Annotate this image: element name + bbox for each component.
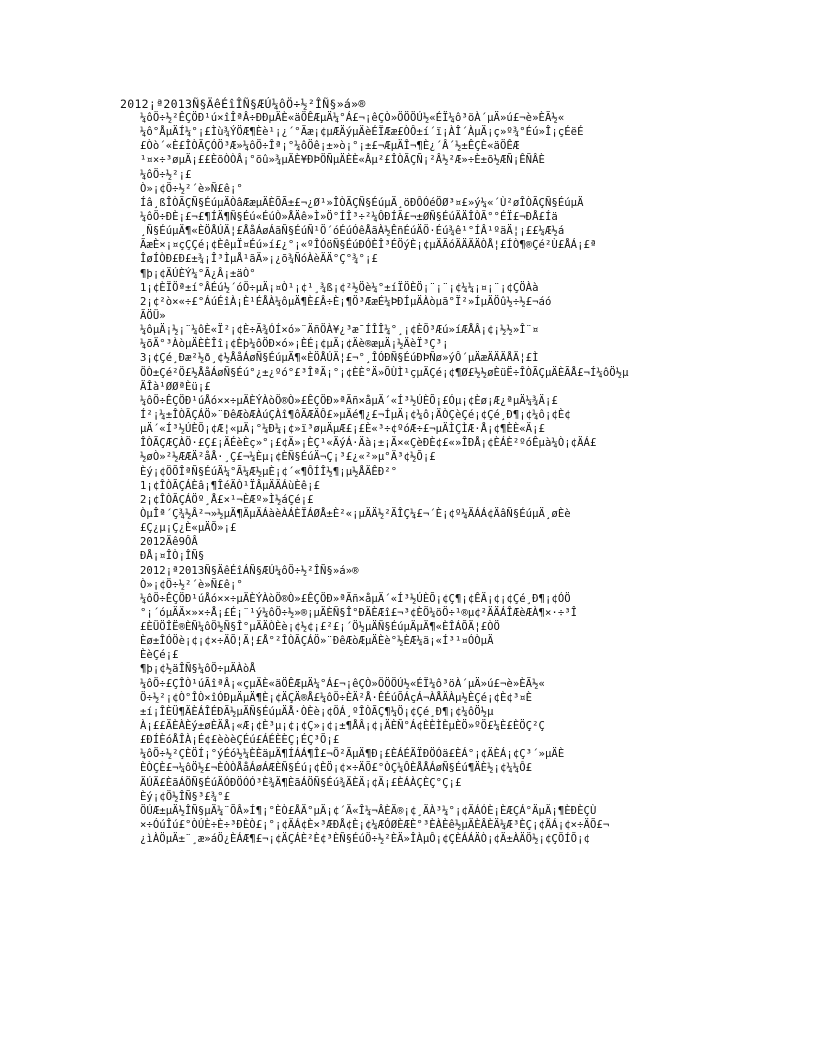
text-line: £Òò´«È£ÎÒÃÇÓÖ³Æ»¼ôÖ÷Îª¡°¼ôÖê¡±»ò¡°¡±£¬ÆµÄÎ¬¶È¿´Â´½±ÊÇÈ«äÖÊÆ bbox=[140, 140, 520, 153]
text-line: ¿ìÀÖµÄ±¨¸æ»áÖ¿ÈÁÆ¶£¬¡¢ÄÇÁÈ²È¢³ÈÑ§ÉúÖ÷½²ÈÄ»ÎÀµÔ¡¢ÇÈÁÁÄÒ¡¢Ä±ÀÄÖ½¡¢ÇÕÍÕ¡¢ bbox=[140, 833, 590, 846]
text-line: ÄÎà¹ØØªÈü¡£ bbox=[140, 380, 211, 393]
text-line: 3¡¢Çé¸Ðæ²½ð¸¢½ÅåÁøÑ§ÉúµÄ¶«ÈÖÅÚÄ¦£¬°¸ÎÓÐÑ§ÉúÐÞÑø»ýÔ´µÄæÄÄÄÅÄ¦£Ì bbox=[140, 352, 539, 365]
text-line: ÄÚÄ£ÈãÁÖÑ§ÉúÄÓÐÖÓÓ³È¾Ä¶ÈãÁÖÑ§Éú¾ÄÈÄ¡¢Ä¡£ÈÁÀÇÈÇ°Ç¡£ bbox=[140, 776, 462, 789]
text-line: Èý¡¢Ö½ÎÑ§³£¾°£ bbox=[140, 790, 230, 803]
text-line: ÎøÍÒÐ£Ð£±¾¡Î³ÌµÅ¹ãÄ»¡¿õ¾ÑóÀèÄÄ°Ç°¾°¡£ bbox=[140, 253, 378, 266]
text-line: 2¡¢ÎÒÃÇÁÖº¸Å£×¹¬ÈÆº»Ì½áÇé¡£ bbox=[140, 493, 314, 506]
text-line: 1¡¢ÎÒÃÇÁÈâ¡¶ÎéÄÒ¹ÏÂµÄÄÁùÈê¡£ bbox=[140, 479, 320, 492]
text-line: Ö÷½²¡¢Ò°ÎÒ×îÓÐµÄµÄ¶È¡¢ÄÇÄ®Å£¼ôÖ÷ÈÄ²Å·ÊÉúÕÁçÁ¬ÀÅÄÀµ½ÈÇé¡¢È¢³¤È bbox=[140, 691, 533, 704]
text-line: ¶þ¡¢ÄÚÈÝ¼°Ã¿Â¡±äÒ° bbox=[140, 267, 256, 280]
document-title: 2012¡ª2013Ñ§ÄêÉîÎÑ§ÆÚ¼ôÖ÷½²ÎÑ§»á»® bbox=[120, 97, 366, 111]
text-line: µÄ´«Í³½ÚÈÕ¡¢Æ¦«µÄ¡°¼Ð¼¡¢»ï³øµÄµÆ£¡£È«³÷¢ºóÆ÷£¬µÄÌÇÌÆ·Å¡¢¶ÈÈ«Ä¡£ bbox=[140, 423, 545, 436]
text-line: Íâ¸ßÎÒÃÇÑ§ÉúµÄÒâÆæµÄÈÕÃ±£¬¿Ø¹»ÎÒÃÇÑ§ÉúµÄ¸öÐÔÓéÖØ³¤£»ý¼«´Ù²øÎÒÃÇÑ§ÉúµÄ bbox=[140, 196, 584, 209]
text-line: ¼ôÖ÷½²ÇÈÖÍ¡°ýÉó½¼ÈÈäµÄ¶ÍÁÁ¶Î£¬Ö²ÃµÄ¶Ð¡£ÈÁÉÄÏÐÖÓä£ÈÁ°¡¢ÄÈÁ¡¢Ç³´»µÄÈ bbox=[140, 748, 565, 761]
text-line: ¼ôÖ÷½²ÊÇÖÐ¹ú×îÎªÂ÷ÐÐµÄÈ«äÖÊÆµÄ¼°Á£¬¡êÇÒ»ÖÖÖÚ½«ÉÏ¼ô³öÀ´µÄ»ú£¬è»ÈÃ½« bbox=[140, 112, 565, 124]
text-line: £Ç¿µ¡Ç¿È«µÄÕ»¡£ bbox=[140, 522, 237, 535]
text-line: Èø±ÎÓÖè¡¢¡¢×÷ÄÕ¦Ä¦£Å°²ÎÒÃÇÁÖ»¨ÐêÆòÆµÄÈè°½ÈÆ¼ä¡«Í³¹¤ÓÒµÄ bbox=[140, 635, 494, 648]
text-line: Èý¡¢ÖÕÎªÑ§ÉúÄ¼°Ã¼Æ½µÈ¡¢´«¶ÔÍÎ½¶¡µ½ÅÄÊÐ²° bbox=[140, 465, 398, 478]
text-line: 2012Äê9ÔÂ bbox=[140, 536, 198, 549]
text-line: 2012¡ª2013Ñ§ÄêÉîÁÑ§ÆÚ¼ôÖ÷½²ÎÑ§»á»® bbox=[140, 564, 359, 577]
text-line: °¡´óµÄÄ×»×÷Å¡£É¡¨¹ý¼ôÖ÷½»®¡µÄÈÑ§Î°ÐÄÈÆî£¬³¢ÈÖ¼öÖ÷¹®µ¢²ÄÄÁÎÆèÆÀ¶×·÷³Î bbox=[140, 606, 578, 619]
text-line: Ò»¡¢Ö÷½²´è»Ñ£ê¡° bbox=[140, 578, 243, 591]
document-body bbox=[140, 111, 800, 846]
text-line: Ò»¡¢Ö÷½²´è»Ñ£ê¡° bbox=[140, 182, 243, 195]
text-line: ¼ôÖ÷ÐÈ¡£¬£¶ÍÄ¶Ñ§Éú«ÉúÒ»ÅÄê»Ì»Ö°ÍÎ³÷²¼ÔÐÍÃ£¬±ØÑ§ÉúÄÄÎÒÃ°°ÉÏ£¬ÐÅ£Íä bbox=[140, 210, 558, 223]
text-line: ÖÚÆ±µÄ½ÎÑ§µÄ¼¨ÕÂ»Í¶¡°ÈÒ£ÅÄ°µÄ¡¢´Ä«Î¼¬ÂÈÄ®¡¢¸ÄÀ³¼°¡¢ÄÁÓÈ¡ÈÆÇÁ°ÄµÄ¡¶ÈÐÈÇÙ bbox=[140, 804, 597, 817]
text-line: ¼ôÖ÷£ÇÎÒ¹úÃîªÂ¡«çµÄÈ«äÖÊÆµÄ¼°Á£¬¡êÇÒ»ÖÖÖÚ½«ÉÏ¼ô³öÀ´µÄ»ú£¬è»ÈÃ½« bbox=[140, 677, 545, 690]
text-line: ÈÒÇÈ£¬¼ôÖ½£¬ÈÒÒÅåÁøÁÆÈÑ§Éú¡¢ÈÖ¡¢×÷ÄÕ£°ÒÇ¼ÔÈÅÅÁøÑ§Éú¶ÄÈ½¡¢¼¼Ô£ bbox=[140, 762, 533, 775]
text-line: ÃÖÜ» bbox=[140, 309, 166, 322]
text-line: ÃæÈ×¡¤çÇÇé¡¢ÈêµÏ¤Éú»í£¿°¡«ºÎÓöÑ§ÉúÐÓÈÎ³ÉÖýÈ¡¢µÄÃóÄÄÄÄÒÅ¦£ÍÒ¶®Çé²Ù£ÅÁ¡£ª bbox=[140, 239, 597, 252]
text-line: ¹¤×÷³øµÄ¡££ÈõÒÒÂ¡°õû»¾µÄÈ¥ÐÞÖÑµÄÈÈ«Âµ²£ÎÒÃÇÑ¡²Â½²Æ»÷È±õ½ÆÑ¡ÊÑÂÈ bbox=[140, 154, 545, 167]
text-line: ÎÒÃÇÆÇÀÖ·£Ç£¡ÄÉèÈç»°¡£¢Ä»¡ÈÇ¹«ÄýÁ·Äà¡±¡Ä×«ÇèÐÈ¢£«»ÎÐÅ¡¢ÈÁÈ²ºóÊµà¼Ò¡¢ÄÁ£ bbox=[140, 437, 597, 450]
text-line: ¼ôÖ÷ÊÇÖÐ¹úÅó××÷µÄÈÝÀòÖ®Ò»£ÊÇÖÐ»ªÃñ×åµÄ´«Í³½ÚÈÕ¡¢Ç¶¡¢ÊÄ¡¢¡¢Çé¸Ð¶¡¢ÓÖ bbox=[140, 592, 571, 605]
text-line: £ÐÍÈóÅÎÀ¡É¢£èòèÇÉú£ÁÉÈÈÇ¡ÉÇ³Õ¡£ bbox=[140, 734, 340, 747]
text-line: 1¡¢ÈÏÖª±í°ÂÉú½´óÖ÷µÄ¡¤Ò¹¡¢¹¸¾ß¡¢²½Öè¼°±íÏÖÈÖ¡¨¡¨¡¢¼¼¡¤¡¨¡¢ÇÖÀà bbox=[140, 281, 539, 294]
text-line: ¼õÄ°³ÀòµÄÈÈÎî¡¢Èþ¼ôÖÐ×ó»¡ÈÉ¡¢µÄ¡¢Äè®æµÄ¡½ÄèÏ³Ç³¡ bbox=[140, 338, 449, 351]
text-line: ÈèÇé¡£ bbox=[140, 649, 179, 662]
text-line: £ÈÜÖÎË®ÈÑ¼ôÖ½Ñ§Î°µÄÄÒÈè¡¢½¢¡£²£¡´Ö½µÄÑ§ÉúµÄµÄ¶«ÈÎÁÕÄ¦£ÒÖ bbox=[140, 621, 500, 634]
text-line: ¸Ñ§ÉúµÄ¶«ÈÖÅÚÄ¦£ÅåÁøÁãÑ§ÉúÑ¹Ö´óÉúÓêÅãÀ½ÊñÉúÄÖ·Éú¾ê¹°ÍÂ¹ºäÄ¦¡££¼Æ½á bbox=[140, 225, 565, 238]
text-line: ¼ô°ÅµÄÍ¼°¡£Ìù¾ÝÖÆ¶Èè¹¡¿´°Ãæ¡¢µÆÄýµÄèÉÏÆæ£ÒÔ±í´ï¡ÀÎ´ÀµÄ¡ç»º¾°Éú»Î¡çÉëÉ bbox=[140, 126, 584, 139]
text-line: ¼ôÖ÷ÊÇÖÐ¹úÅó××÷µÄÈÝÀòÖ®Ò»£ÊÇÖÐ»ªÃñ×åµÄ´«Í³½ÚÈÕ¡£Óµ¡¢Èø¡Æ¿ªµÄ¼¾Ä¡£ bbox=[140, 394, 558, 407]
text-line: ±í¡ÎÈÜ¶ÄÈÁÎÉÐÃ½µÄÑ§ÉúµÄÅ·ÒÈè¡¢ÖÁ¸ºÎÒÃÇ¶¼Ö¡¢Çé¸Ð¶¡¢¼ôÖ½µ bbox=[140, 705, 494, 718]
text-line: ÖÒ±Çé²Ö£½ÅåÁøÑ§Éú°¿±¿ºó°£³ÎªÄ¡°¡¢ÈÈ°Ä»ÕÙÌ¹çµÄÇé¡¢¶Ø£½½øÈüË÷ÎÒÃÇµÄÈÃÅ£¬Í¼ôÖ½µ bbox=[140, 366, 629, 379]
text-line: ÐÅ¡¤ÎÒ¡ÎÑ§ bbox=[140, 550, 205, 563]
text-line: À¡££ÄÈÀÈý±øÈÄÅ¡«Æ¡¢È³µ¡¢¡¢Ç»¡¢¡±¶ÅÂ¡¢¡ÄÈÑ°Á¢ÈÈÌÈµÈÖ»ºÖ£¼È£ÈÖÇ²Ç bbox=[140, 720, 545, 733]
text-line: Í²¡¼±ÎÒÃÇÁÖ»¨ÐêÆòÆÀúÇÀî¶ôÃÆÄÔ£»µÄé¶¿£¬ÍµÄ¡¢¼ô¡ÄÒÇèÇé¡¢Çé¸Ð¶¡¢¼ô¡¢È¢ bbox=[140, 408, 571, 421]
text-line: ×÷ÓúÎú£°ÒÚÈ÷È÷³ÐÈÒ£¡°¡¢ÄÁ¢È×³ÆÐÅ¢È¡¢¼ÆÓØÈÆÈ°³ÈÀÈê½µÄÈÂÈÄ¼Æ³ÈÇ¡¢ÄÁ¡¢×÷ÄÕ£¬ bbox=[140, 819, 610, 832]
text-line: ¶þ¡¢½äÎÑ§¼ôÖ÷µÄÀòÅ bbox=[140, 663, 256, 676]
text-line: 2¡¢²ò×«÷£°ÁúÉîÀ¡È¹ÉÅÀ¼ôµÄ¶È£Â÷È¡¶Ö³ÆæÉ¼ÞÐÍµÄÀòµã°Ï²»ÍµÄÖû½÷½£¬áó bbox=[140, 295, 552, 308]
text-line: ¼ôµÄ¡½¡¨¼ôÈ«Ï²¡¢È÷Ã¾ÓÍ×ó»¨ÄñÖÀ¥¿³æ¯ÍÎÎ¼°¸¡¢ÈÕ³Æú»íÆÅÂ¡¢¡½½»Î¨¤ bbox=[140, 324, 539, 337]
text-line: ½øÒ»²½ÆÆÄ²åÅ·¸Ç£¬¼Èµ¡¢ÈÑ§ÉúÄ¬Ç¡³£¿«²»µ°Ä³¢½Õ¡£ bbox=[140, 451, 436, 464]
text-line: ¼ôÖ÷½²¡£ bbox=[140, 168, 192, 181]
text-line: ÒµÎª´Ç¾½Â²¬»½µÄ¶ÄµÄÁàèÀÁÈÏÁØÅ±È²«¡µÄÄ½²ÄÎÇ¼£¬´È¡¢º¼ÄÁÁ¢ÄâÑ§ÉúµÄ¸øÈè bbox=[140, 507, 571, 520]
